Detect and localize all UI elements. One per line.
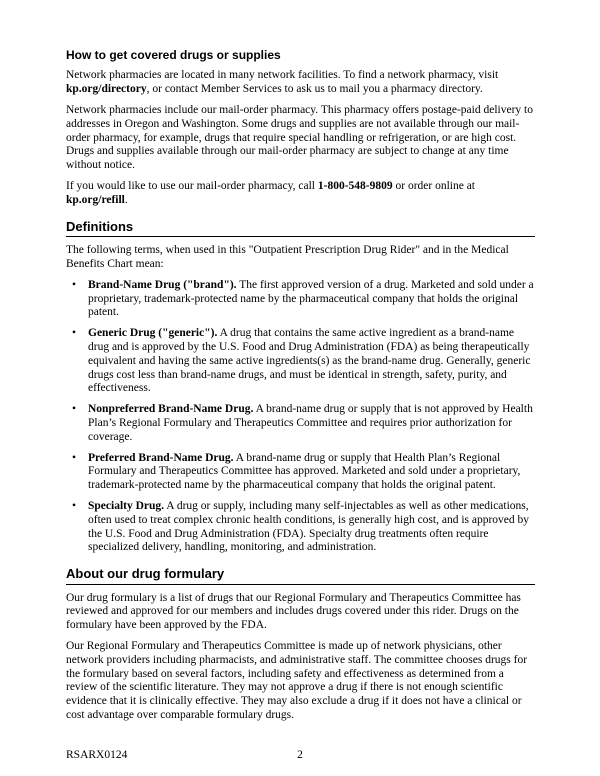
paragraph [66, 244, 535, 272]
bold-text: 1-800-548-9809 [317, 179, 393, 192]
section-heading-about-formulary: About our drug formulary [66, 566, 535, 585]
page-footer [0, 749, 600, 764]
text-run: Our Regional Formulary and Therapeutics Committee is made up of network physicians, other network providers including pharmacists, and administrative staff. The committee chooses drugs for the formulary based on several factors, including safety and effectiveness as determined from a review of the scientific literature. They may not approve a drug if there is not enough scientific evidence that it is clinically effective. They may also exclude a drug if it does not have a clinical or cost advantage over comparable formulary drugs. [66, 640, 528, 722]
definition-item [66, 452, 535, 493]
text-run: Network pharmacies include our mail-order pharmacy. This pharmacy offers postage-paid delivery to addresses in Oregon and Washington. Some drugs and supplies are not available through our mail-order pharmacy, for example, drugs that require special handling or refrigeration, or are high cost. Drugs and supplies available through our mail-order pharmacy are subject to change at any time without notice. [66, 103, 533, 172]
text-run: , or contact Member Services to ask us to mail you a pharmacy directory. [146, 83, 483, 96]
text-run: The following terms, when used in this "Outpatient Prescription Drug Rider" and in the Medical Benefits Chart mean: [66, 244, 509, 270]
bullet-icon: • [72, 327, 77, 340]
doc-code: RSARX0124 [66, 749, 128, 761]
text-run: or order online at [392, 179, 475, 192]
bullet-icon: • [72, 451, 77, 464]
definition-item [66, 403, 535, 444]
bold-text: kp.org/refill [66, 193, 125, 206]
paragraph [66, 180, 535, 208]
definitions-list [66, 279, 535, 555]
bold-text: Preferred Brand-Name Drug. [88, 451, 234, 464]
page-number: 2 [297, 749, 303, 761]
definition-item [66, 327, 535, 396]
bold-text: Brand-Name Drug ("brand"). [88, 278, 237, 291]
paragraph [66, 104, 535, 173]
bold-text: Specialty Drug. [88, 499, 165, 512]
bold-text: Nonpreferred Brand-Name Drug. [88, 403, 254, 416]
text-run: A drug or supply, including many self-injectables as well as other medications, often used to treat complex chronic health conditions, is generally high cost, and is approved by the U.S. Food and Drug Administration (FDA). Specialty drug treatments often require specialized delivery, handling, monitoring, and administration. [88, 499, 530, 554]
definition-item [66, 500, 535, 555]
text-run: If you would like to use our mail-order pharmacy, call [66, 179, 318, 192]
section-heading-definitions: Definitions [66, 219, 535, 238]
document-content [66, 48, 535, 723]
section-heading-covered-drugs: How to get covered drugs or supplies [66, 48, 281, 62]
paragraph [66, 640, 535, 723]
text-run: . [124, 193, 128, 206]
text-run: A brand-name drug or supply that Health Plan’s Regional Formulary and Therapeutics Committee has approved. Marketed and sold under a proprietary, trademark-protected name by the pharmaceutical company that holds the original patent. [88, 451, 521, 492]
bullet-icon: • [72, 403, 77, 416]
paragraph [66, 69, 535, 97]
bold-text: kp.org/directory [66, 83, 147, 96]
bullet-icon: • [72, 278, 77, 291]
text-run: A brand-name drug or supply that is not approved by Health Plan’s Regional Formulary and Therapeutics Committee and requires prior authorization for coverage. [88, 403, 533, 443]
definition-item [66, 279, 535, 320]
bullet-icon: • [72, 499, 77, 512]
text-run: Network pharmacies are located in many network facilities. To find a network pharmacy, visit [66, 69, 499, 82]
paragraph [66, 592, 535, 633]
text-run: A drug that contains the same active ingredient as a brand-name drug and is approved by the U.S. Food and Drug Administration (FDA) as being therapeutically equivalent and having the same active ingredients(s) as the brand-name drug. Generally, generic drugs cost less than brand-name drugs, and must be identical in strength, safety, purity, and effectiveness. [88, 327, 531, 395]
text-run: The first approved version of a drug. Marketed and sold under a proprietary, trademark-protected name by the pharmaceutical company that holds the original patent. [88, 278, 534, 319]
text-run: Our drug formulary is a list of drugs that our Regional Formulary and Therapeutics Committee has reviewed and approved for our members and includes drugs covered under this rider. Drugs on the formulary have been approved by the FDA. [66, 591, 521, 632]
bold-text: Generic Drug ("generic"). [88, 327, 218, 340]
